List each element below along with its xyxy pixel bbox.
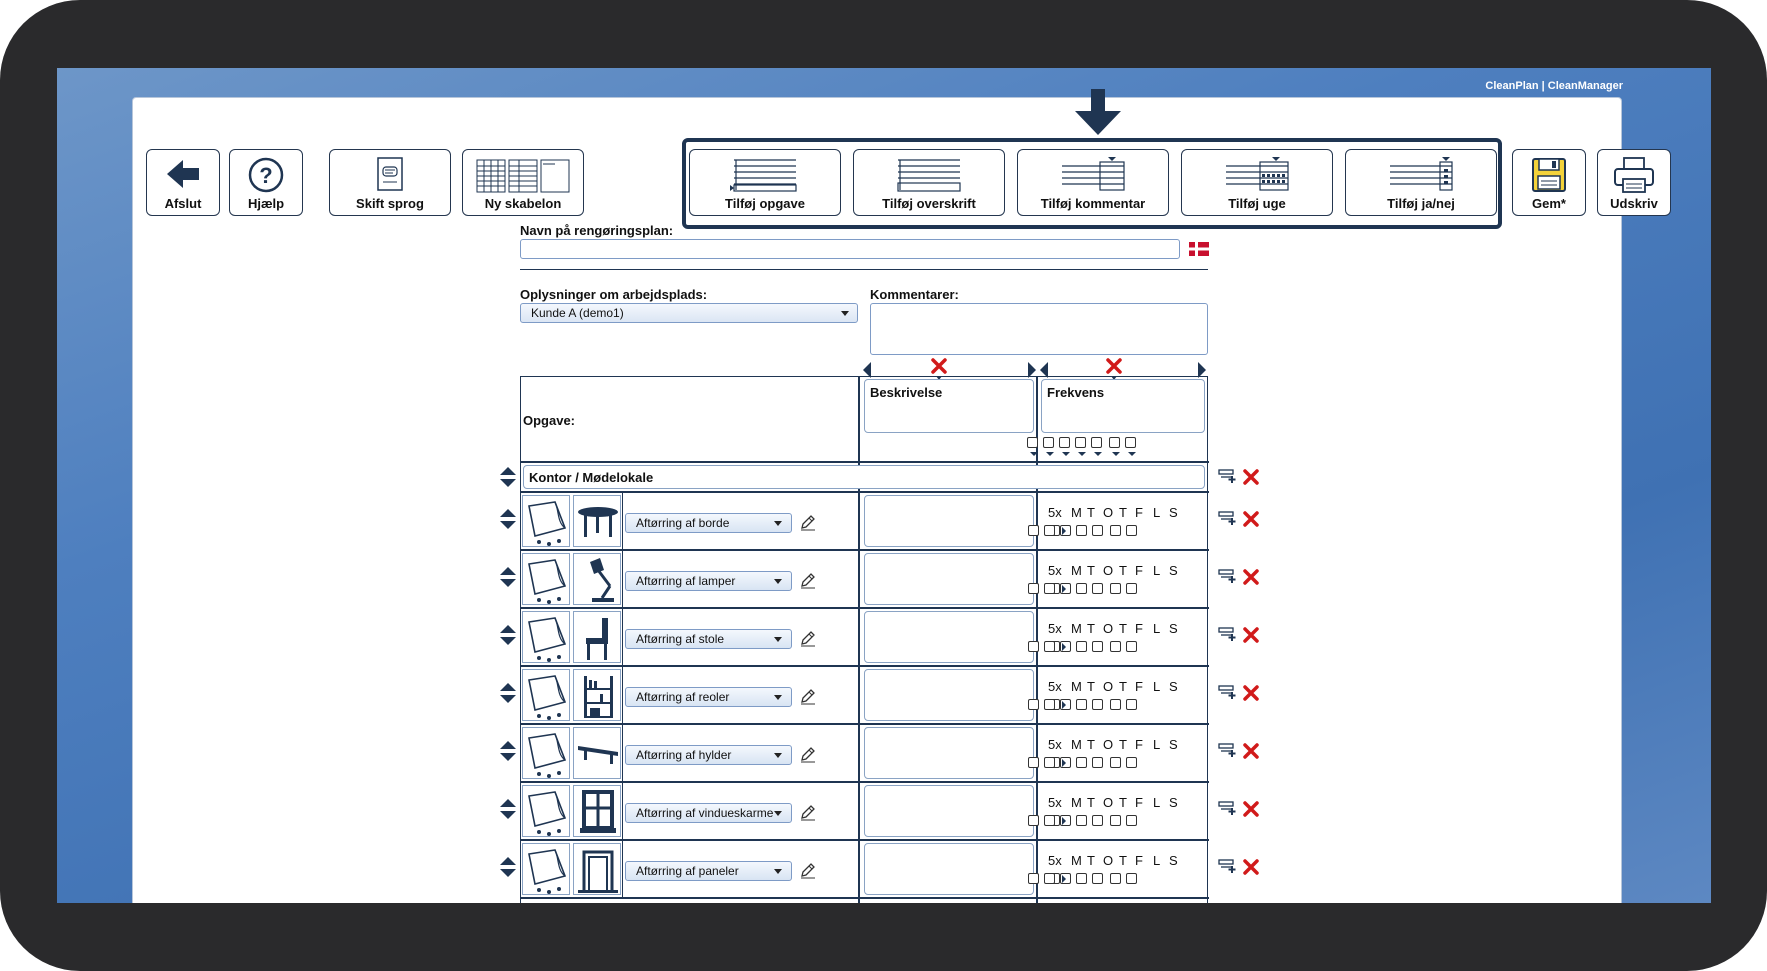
door-frame-icon[interactable] [573,843,621,895]
pencil-icon[interactable] [799,513,817,531]
frequency-label: L [1153,563,1161,578]
frequency-day-checkbox[interactable] [1126,583,1137,594]
task-select-value: Aftørring af borde [636,516,730,530]
frequency-day-checkbox[interactable] [1092,815,1103,826]
frequency-day-checkbox[interactable] [1044,873,1055,884]
main-panel [132,97,1658,903]
task-select-value: Aftørring af stole [636,632,725,646]
insert-row-icon[interactable] [1218,800,1238,816]
frequency-day-checkbox[interactable] [1110,757,1121,768]
task-select-value: Aftørring af hylder [636,748,732,762]
frequency-label: T [1087,795,1095,810]
frequency-label: 5x [1048,853,1062,868]
svg-text:?: ? [259,163,273,188]
add-yes-no-button[interactable] [1345,149,1497,216]
frequency-label: T [1087,563,1095,578]
add-yes-no-icon [1386,156,1456,194]
cloth-wipe-icon[interactable] [522,843,570,895]
frequency-label: T [1119,795,1127,810]
frequency-label: O [1103,621,1114,636]
app-screen [57,68,1711,903]
task-select[interactable] [625,629,792,649]
down-arrow-icon [1073,89,1123,139]
frequency-label: M [1071,853,1082,868]
frequency-day-checkbox[interactable] [1092,525,1103,536]
task-column-header: Opgave: [523,413,576,428]
frequency-label: T [1119,621,1127,636]
window-icon[interactable] [573,785,621,837]
chevron-down-icon [774,811,782,816]
frequency-label: T [1087,737,1095,752]
delete-row-icon[interactable] [1243,469,1259,485]
dropdown-caret-icon [1046,452,1054,456]
frequency-label: 5x [1048,621,1062,636]
frequency-day-checkbox[interactable] [1076,525,1087,536]
frequency-label: L [1153,621,1161,636]
frequency-day-checkbox[interactable] [1076,583,1087,594]
delete-row-icon[interactable] [1243,511,1259,527]
change-language-button[interactable] [329,149,451,216]
expand-arrow-icon [1062,875,1066,883]
frequency-day-checkbox[interactable] [1028,815,1039,826]
description-cell[interactable] [864,495,1034,547]
frequency-day-checkbox[interactable] [1110,641,1121,652]
frequency-day-checkbox[interactable] [1092,641,1103,652]
frequency-label: O [1103,505,1114,520]
frequency-label: F [1135,853,1143,868]
plan-name-input[interactable] [520,239,1180,259]
frequency-label: L [1153,853,1161,868]
frequency-day-checkbox[interactable] [1125,437,1136,448]
frequency-day-checkbox[interactable] [1126,525,1137,536]
description-cell[interactable] [864,553,1034,605]
frequency-day-checkbox[interactable] [1044,699,1055,710]
frequency-day-checkbox[interactable] [1092,873,1103,884]
template-sheets-icon [475,156,571,194]
frequency-label: T [1119,563,1127,578]
shelf-icon[interactable] [573,727,621,779]
frequency-day-checkbox[interactable] [1059,437,1070,448]
expand-arrow-icon [1062,759,1066,767]
description-cell[interactable] [864,611,1034,663]
frequency-label: M [1071,737,1082,752]
frequency-label: L [1153,679,1161,694]
table-icon[interactable] [573,495,621,547]
task-select[interactable] [625,745,792,765]
frequency-day-checkbox[interactable] [1076,699,1087,710]
pencil-icon[interactable] [799,571,817,589]
frequency-day-checkbox[interactable] [1028,699,1039,710]
add-task-label: Tilføj opgave [725,196,805,211]
add-week-icon [1222,156,1292,194]
frequency-label: S [1169,853,1178,868]
expand-arrow-icon [1062,527,1066,535]
cloth-wipe-icon[interactable] [522,727,570,779]
comments-label: Kommentarer: [870,287,959,302]
change-language-label: Skift sprog [356,196,424,211]
dropdown-caret-icon [1128,452,1136,456]
task-select-value: Aftørring af vindueskarme [636,806,774,820]
table-row [521,725,1209,783]
frequency-label: 5x [1048,737,1062,752]
exit-button[interactable] [146,149,220,216]
description-cell[interactable] [864,727,1034,779]
insert-row-icon[interactable] [1218,858,1238,874]
frequency-day-checkbox[interactable] [1028,583,1039,594]
cell-divider [622,667,623,725]
cell-divider [622,493,623,551]
frequency-label: T [1087,505,1095,520]
add-comment-icon [1058,156,1128,194]
add-heading-label: Tilføj overskrift [882,196,976,211]
frequency-label: F [1135,505,1143,520]
workplace-select[interactable] [520,303,858,323]
frequency-label: S [1169,679,1178,694]
table-row [521,493,1209,551]
chevron-down-icon [774,521,782,526]
frequency-label: M [1071,621,1082,636]
frequency-day-checkbox[interactable] [1092,583,1103,594]
frequency-day-checkbox[interactable] [1126,873,1137,884]
task-select-value: Aftørring af reoler [636,690,730,704]
task-select[interactable] [625,513,792,533]
print-button[interactable] [1597,149,1671,216]
chevron-down-icon [774,753,782,758]
frequency-day-checkbox[interactable] [1076,641,1087,652]
frequency-day-checkbox[interactable] [1044,583,1055,594]
table-row [521,783,1209,841]
document-speech-icon [375,156,405,192]
dropdown-caret-icon [1094,452,1102,456]
frequency-day-checkbox[interactable] [1126,699,1137,710]
insert-row-icon[interactable] [1218,568,1238,584]
cloth-wipe-icon[interactable] [522,553,570,605]
section-heading-cell[interactable] [523,465,1205,489]
frequency-day-checkbox[interactable] [1075,437,1086,448]
delete-row-icon[interactable] [1243,859,1259,875]
add-heading-button[interactable] [853,149,1005,216]
section-title: Kontor / Mødelokale [529,470,654,485]
add-heading-icon [894,156,964,194]
frequency-label: T [1087,853,1095,868]
add-week-button[interactable] [1181,149,1333,216]
comments-textarea[interactable] [870,303,1208,355]
frequency-label: F [1135,563,1143,578]
frequency-day-checkbox[interactable] [1092,757,1103,768]
row-divider [521,461,1209,463]
pencil-icon[interactable] [799,687,817,705]
frequency-label: T [1119,679,1127,694]
insert-row-icon[interactable] [1218,510,1238,526]
task-select-value: Aftørring af lamper [636,574,736,588]
frequency-label: S [1169,563,1178,578]
reorder-arrows-icon[interactable] [499,466,517,488]
frequency-label: M [1071,563,1082,578]
frequency-day-checkbox[interactable] [1126,641,1137,652]
lamp-icon[interactable] [573,553,621,605]
description-cell[interactable] [864,843,1034,895]
description-cell[interactable] [864,785,1034,837]
frequency-label: L [1153,737,1161,752]
frequency-label: F [1135,679,1143,694]
frequency-day-checkbox[interactable] [1044,757,1055,768]
row-divider [521,897,1209,899]
frequency-label: T [1087,679,1095,694]
frequency-header-cell[interactable] [1041,379,1205,433]
cell-divider [622,551,623,609]
insert-row-icon[interactable] [1218,684,1238,700]
cell-divider [622,783,623,841]
task-select[interactable] [625,571,792,591]
save-label: Gem* [1532,196,1566,211]
help-label: Hjælp [247,196,285,211]
help-button[interactable] [229,149,303,216]
frequency-label: M [1071,795,1082,810]
table-row [521,609,1209,667]
frequency-day-checkbox[interactable] [1110,583,1121,594]
frequency-label: O [1103,795,1114,810]
add-task-icon [730,156,800,194]
chevron-down-icon [841,311,849,316]
table-row [521,551,1209,609]
frequency-day-checkbox[interactable] [1092,699,1103,710]
dropdown-caret-icon [1078,452,1086,456]
frequency-label: 5x [1048,679,1062,694]
floppy-disk-icon [1530,156,1568,194]
frequency-day-checkbox[interactable] [1076,757,1087,768]
cell-divider [622,609,623,667]
insert-row-icon[interactable] [1218,626,1238,642]
cloth-wipe-icon[interactable] [522,785,570,837]
frequency-label: M [1071,679,1082,694]
frequency-label: S [1169,505,1178,520]
reorder-arrows-icon[interactable] [499,624,517,646]
frequency-label: F [1135,795,1143,810]
delete-row-icon[interactable] [1243,801,1259,817]
bookshelf-icon[interactable] [573,669,621,721]
expand-arrow-icon [1062,643,1066,651]
cleaning-plan-table [520,376,1208,903]
frequency-day-checkbox[interactable] [1076,815,1087,826]
frequency-day-checkbox[interactable] [1028,757,1039,768]
delete-row-icon[interactable] [1243,685,1259,701]
frequency-label: 5x [1048,795,1062,810]
frequency-label: O [1103,737,1114,752]
dropdown-caret-icon [1062,452,1070,456]
description-header: Beskrivelse [870,385,943,400]
frequency-header: Frekvens [1047,385,1105,400]
frequency-day-checkbox[interactable] [1027,437,1038,448]
reorder-arrows-icon[interactable] [499,682,517,704]
print-label: Udskriv [1610,196,1658,211]
delete-row-icon[interactable] [1243,569,1259,585]
danish-flag-icon[interactable] [1189,242,1209,256]
exit-label: Afslut [164,196,202,211]
task-select[interactable] [625,861,792,881]
frequency-label: O [1103,563,1114,578]
insert-row-icon[interactable] [1218,742,1238,758]
frequency-day-checkbox[interactable] [1091,437,1102,448]
frequency-day-checkbox[interactable] [1028,873,1039,884]
task-select[interactable] [625,687,792,707]
workplace-value: Kunde A (demo1) [531,306,624,320]
frequency-day-checkbox[interactable] [1076,873,1087,884]
frequency-day-checkbox[interactable] [1110,699,1121,710]
reorder-arrows-icon[interactable] [499,566,517,588]
back-arrow-icon [163,156,203,192]
add-comment-button[interactable] [1017,149,1169,216]
frequency-label: L [1153,505,1161,520]
new-template-label: Ny skabelon [484,196,562,211]
chevron-down-icon [774,579,782,584]
frequency-day-checkbox[interactable] [1028,641,1039,652]
frequency-label: M [1071,505,1082,520]
frequency-label: S [1169,737,1178,752]
cloth-wipe-icon[interactable] [522,495,570,547]
frequency-day-checkbox[interactable] [1110,525,1121,536]
new-template-button[interactable] [462,149,584,216]
add-task-button[interactable] [689,149,841,216]
frequency-label: T [1087,621,1095,636]
frequency-label: L [1153,795,1161,810]
expand-arrow-icon [1062,701,1066,709]
chevron-down-icon [774,637,782,642]
dropdown-caret-icon [1030,452,1038,456]
reorder-arrows-icon[interactable] [499,740,517,762]
frequency-label: S [1169,795,1178,810]
cloth-wipe-icon[interactable] [522,669,570,721]
frequency-label: 5x [1048,505,1062,520]
frequency-label: O [1103,679,1114,694]
cell-divider [622,725,623,783]
table-row [521,667,1209,725]
frequency-day-checkbox[interactable] [1110,815,1121,826]
add-yes-no-label: Tilføj ja/nej [1387,196,1455,211]
frequency-day-checkbox[interactable] [1109,437,1120,448]
pencil-icon[interactable] [799,629,817,647]
frequency-label: 5x [1048,563,1062,578]
task-select[interactable] [625,803,792,823]
chevron-down-icon [774,695,782,700]
task-select-value: Aftørring af paneler [636,864,739,878]
frequency-day-checkbox[interactable] [1044,815,1055,826]
frequency-label: T [1119,853,1127,868]
question-icon [246,156,286,194]
frequency-day-checkbox[interactable] [1126,815,1137,826]
frequency-day-checkbox[interactable] [1028,525,1039,536]
printer-icon [1612,156,1656,194]
frequency-label: F [1135,621,1143,636]
frequency-day-checkbox[interactable] [1044,641,1055,652]
cloth-wipe-icon[interactable] [522,611,570,663]
frequency-day-checkbox[interactable] [1044,525,1055,536]
workplace-label: Oplysninger om arbejdsplads: [520,287,708,302]
add-comment-label: Tilføj kommentar [1040,196,1146,211]
description-cell[interactable] [864,669,1034,721]
reorder-arrows-icon[interactable] [499,508,517,530]
frequency-label: F [1135,737,1143,752]
insert-row-icon[interactable] [1218,468,1238,484]
divider [520,269,1208,270]
expand-arrow-icon [1062,585,1066,593]
pencil-icon[interactable] [799,745,817,763]
frequency-day-checkbox[interactable] [1110,873,1121,884]
description-header-cell[interactable] [864,379,1034,433]
pencil-icon[interactable] [799,803,817,821]
plan-name-label: Navn på rengøringsplan: [520,223,674,238]
expand-arrow-icon [1062,817,1066,825]
cell-divider [622,841,623,899]
chevron-down-icon [774,869,782,874]
table-row [521,841,1209,899]
add-week-label: Tilføj uge [1228,196,1286,211]
frequency-day-checkbox[interactable] [1043,437,1054,448]
frequency-label: S [1169,621,1178,636]
frequency-label: O [1103,853,1114,868]
save-button[interactable] [1512,149,1586,216]
brand-text: CleanPlan | CleanManager [1485,80,1623,92]
pencil-icon[interactable] [799,861,817,879]
frequency-day-checkbox[interactable] [1126,757,1137,768]
chair-icon[interactable] [573,611,621,663]
dropdown-caret-icon [1112,452,1120,456]
reorder-arrows-icon[interactable] [499,856,517,878]
frequency-label: T [1119,505,1127,520]
frequency-label: T [1119,737,1127,752]
delete-row-icon[interactable] [1243,743,1259,759]
reorder-arrows-icon[interactable] [499,798,517,820]
delete-row-icon[interactable] [1243,627,1259,643]
